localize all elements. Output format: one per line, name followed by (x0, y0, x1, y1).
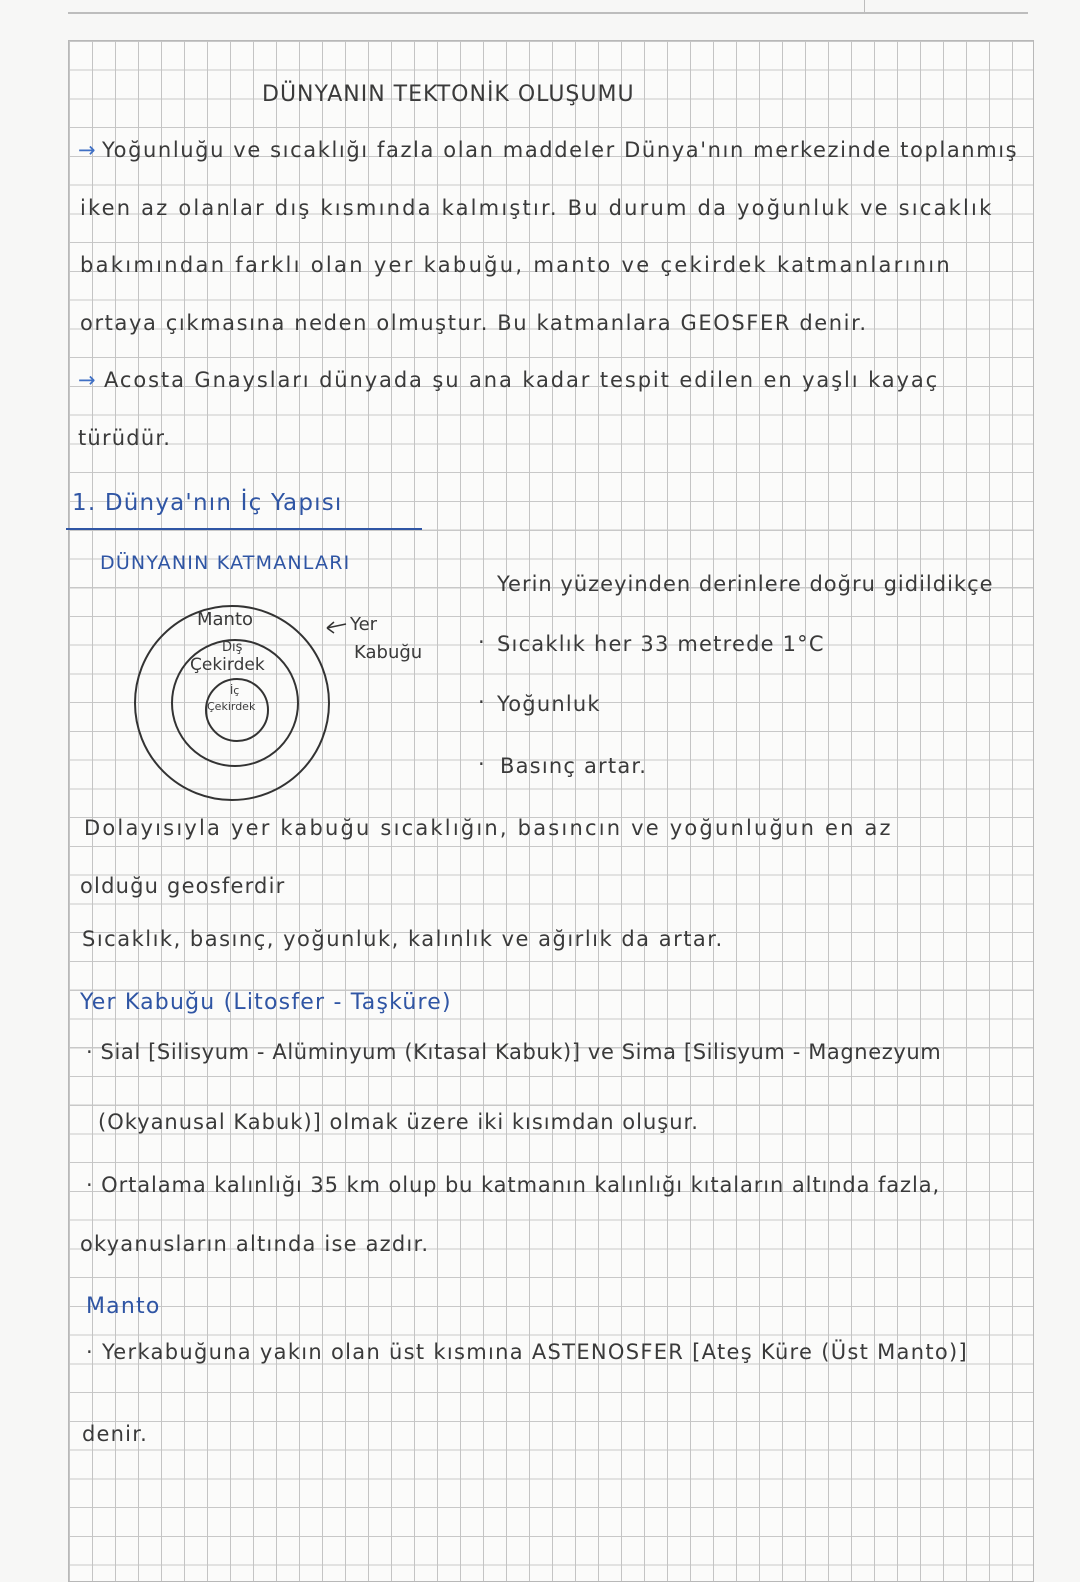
intro-line-4: ortaya çıkmasına neden olmuştur. Bu katmanlara GEOSFER denir. (80, 311, 868, 335)
bullet-yogunluk: Yoğunluk (497, 692, 601, 716)
bullet-basinc: Basınç artar. (500, 754, 648, 778)
arrow-icon: → (78, 138, 97, 162)
arrow-to-crust (327, 622, 346, 633)
intro-line-3: bakımından farklı olan yer kabuğu, manto ve çekirdek katmanlarının (80, 253, 953, 277)
label-dis-cekirdek: Çekirdek (190, 655, 265, 675)
section-heading: 1. Dünya'nın İç Yapısı (72, 490, 343, 516)
intro-line-1: Yoğunluğu ve sıcaklığı fazla olan maddeler Dünya'nın merkezinde toplanmış (102, 138, 1019, 162)
depth-intro: Yerin yüzeyinden derinlere doğru gidildikçe (497, 572, 994, 596)
label-ic: İç (230, 684, 240, 697)
label-ic-cekirdek: Çekirdek (207, 700, 256, 713)
subheading: DÜNYANIN KATMANLARI (100, 552, 351, 574)
manto-line-1: · Yerkabuğuna yakın olan üst kısmına ASTENOSFER [Ateş Küre (Üst Manto)] (86, 1340, 969, 1364)
label-yer: Yer (350, 614, 378, 635)
manto-heading: Manto (86, 1294, 161, 1319)
label-dis: Dış (222, 640, 243, 655)
conclusion-line-3: Sıcaklık, basınç, yoğunluk, kalınlık ve ağırlık da artar. (82, 927, 724, 951)
conclusion-line-1: Dolayısıyla yer kabuğu sıcaklığın, basıncın ve yoğunluğun en az (84, 816, 893, 840)
intro-line-2: iken az olanlar dış kısmında kalmıştır. Bu durum da yoğunluk ve sıcaklık (80, 196, 994, 220)
bullet-sicaklik: Sıcaklık her 33 metrede 1°C (497, 632, 825, 656)
label-kabugu: Kabuğu (354, 642, 423, 663)
acosta-line-1: Acosta Gnaysları dünyada şu ana kadar tespit edilen en yaşlı kayaç (104, 368, 940, 392)
arrow-icon: → (78, 368, 97, 392)
crust-line-3: · Ortalama kalınlığı 35 km olup bu katmanın kalınlığı kıtaların altında fazla, (86, 1173, 941, 1197)
crust-line-4: okyanusların altında ise azdır. (80, 1232, 430, 1256)
crust-line-2: (Okyanusal Kabuk)] olmak üzere iki kısımdan oluşur. (98, 1110, 699, 1134)
crust-line-1: · Sial [Silisyum - Alüminyum (Kıtasal Kabuk)] ve Sima [Silisyum - Magnezyum (86, 1040, 942, 1064)
label-manto: Manto (197, 609, 254, 630)
crust-heading: Yer Kabuğu (Litosfer - Taşküre) (80, 990, 452, 1015)
page-title: DÜNYANIN TEKTONİK OLUŞUMU (262, 82, 635, 107)
acosta-line-2: türüdür. (78, 426, 172, 450)
conclusion-line-2: olduğu geosferdir (80, 874, 286, 898)
manto-line-2: denir. (82, 1422, 148, 1446)
